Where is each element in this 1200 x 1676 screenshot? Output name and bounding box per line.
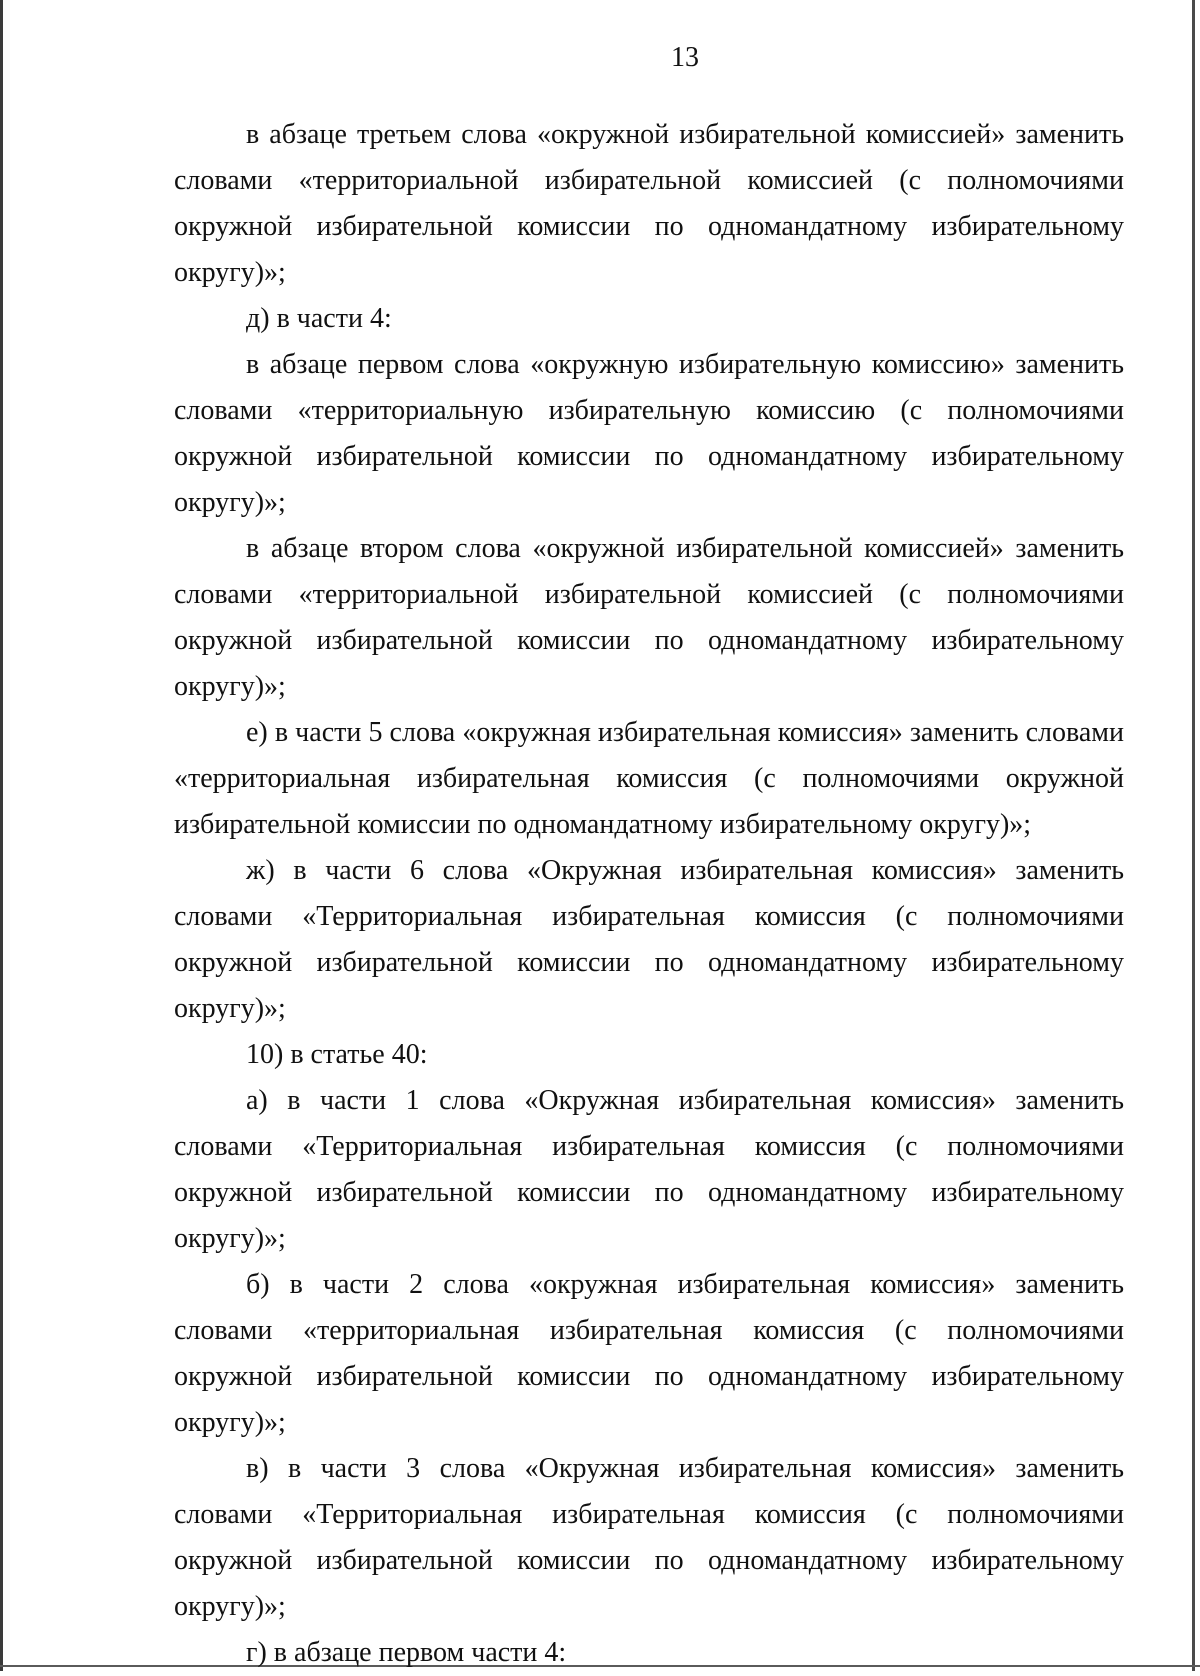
- paragraph: д) в части 4:: [246, 303, 392, 334]
- paragraph: ж) в части 6 слова «Окружная избирательная комиссия» заменить словами «Территориальная избирательная комиссия (с полномочиями окружной избирательной комиссии по одномандатному избирательному округу)»;: [174, 855, 1124, 1024]
- document-body: [174, 112, 1124, 1676]
- paragraph: в абзаце третьем слова «окружной избирательной комиссией» заменить словами «территориальной избирательной комиссией (с полномочиями окружной избирательной комиссии по одномандатному избирательному округу)»;: [174, 119, 1124, 288]
- paragraph: е) в части 5 слова «окружная избирательная комиссия» заменить словами «территориальная избирательная комиссия (с полномочиями окружной избирательной комиссии по одномандатному избирательному округу)»;: [174, 717, 1124, 840]
- scan-edge-right: [1192, 0, 1195, 1671]
- paragraph: а) в части 1 слова «Окружная избирательная комиссия» заменить словами «Территориальная избирательная комиссия (с полномочиями окружной избирательной комиссии по одномандатному избирательному округу)»;: [174, 1085, 1124, 1254]
- page-number: 13: [671, 42, 699, 73]
- paragraph: в абзаце первом слова «окружную избирательную комиссию» заменить словами «территориальную избирательную комиссию (с полномочиями окружной избирательной комиссии по одномандатному избирательному округу)»;: [174, 349, 1124, 518]
- paragraph: в) в части 3 слова «Окружная избирательная комиссия» заменить словами «Территориальная избирательная комиссия (с полномочиями окружной избирательной комиссии по одномандатному избирательному округу)»;: [174, 1453, 1124, 1622]
- paragraph: в абзаце втором слова «окружной избирательной комиссией» заменить словами «территориальной избирательной комиссией (с полномочиями окружной избирательной комиссии по одномандатному избирательному округу)»;: [174, 533, 1124, 702]
- scan-edge-left: [0, 0, 3, 1671]
- paragraph: 10) в статье 40:: [246, 1039, 428, 1070]
- paragraph: г) в абзаце первом части 4:: [246, 1637, 567, 1668]
- paragraph: б) в части 2 слова «окружная избирательная комиссия» заменить словами «территориальная избирательная комиссия (с полномочиями окружной избирательной комиссии по одномандатному избирательному округу)»;: [174, 1269, 1124, 1438]
